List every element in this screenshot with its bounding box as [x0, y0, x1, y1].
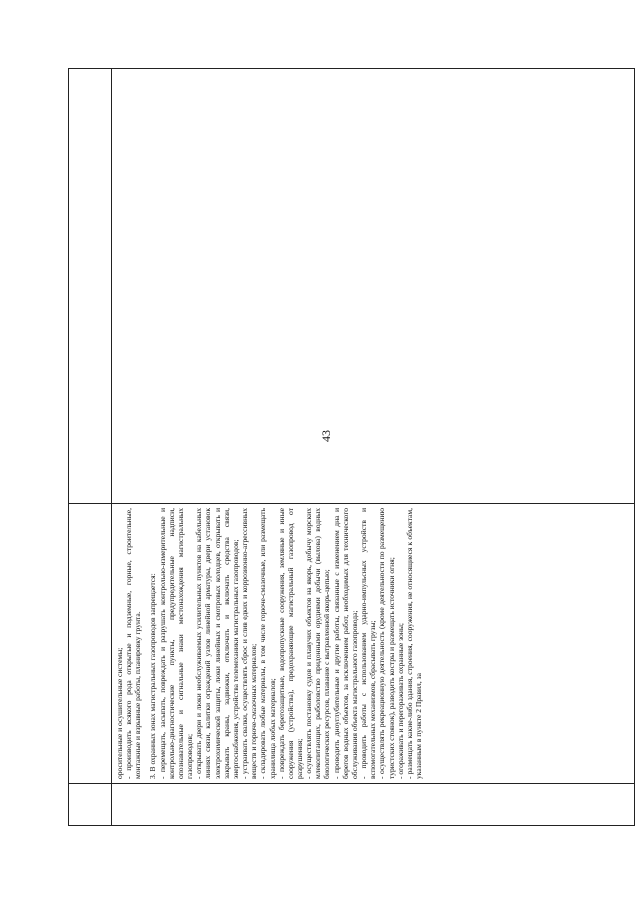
text-paragraph: - осуществлять постановку судов и плавучих объектов на якорь, добычу морских млекопитающих, рыболовство придонными орудиями добычи (вылова) водных биологических ресурсов, плавание с вытравленной якорь-цепью;	[304, 508, 332, 779]
table-row-top	[69, 69, 111, 825]
text-paragraph: - производить всякого рода открытые и подземные, горные, строительные, монтажные и взрывные работы, планировку грунта.	[124, 508, 143, 779]
text-paragraph: оросительные и осушительные системы;	[115, 647, 124, 779]
text-paragraph: - устраивать свалки, осуществлять сброс и слив едких и коррозионно-агрессивных веществ и горюче-смазочных материалов;	[240, 508, 259, 779]
text-paragraph: - повреждать берегозащитные, водопропускные сооружения, земляные и иные сооружения (устройства), предохраняющие магистральный газопровод от разрушения;	[276, 508, 304, 779]
table-cell-blank	[69, 783, 111, 825]
restrictions-table	[68, 68, 635, 826]
text-paragraph: - складировать любые материалы, в том числе горюче-смазочные, или размещать хранилища любых материалов;	[258, 508, 277, 779]
text-paragraph: 3. В охранных зонах магистральных газопроводов запрещается:	[148, 573, 158, 779]
restrictions-text-cell	[112, 503, 634, 783]
text-paragraph: - перемещать, засыпать, повреждать и разрушать контрольно-измерительные и контрольно-диагностические пункты, предупредительные надписи, опознавательные и сигнальные знаки местонахождения магистральных газопроводов;	[157, 508, 195, 779]
text-paragraph: - размещать какие-либо здания, строения, сооружения, не относящиеся к объектам, указанным в пункте 2 Правил, за	[404, 508, 423, 779]
text-paragraph: - осуществлять рекреационную деятельность (кроме деятельности по размещению туристских стоянок), разводить костры и размещать источники огня;	[377, 508, 396, 779]
table-cell-blank	[112, 783, 634, 825]
table-cell-blank	[69, 503, 111, 783]
text-paragraph: - проводить дноуглубительные и другие работы, связанные с изменением дна и берегов водных объектов, за исключением работ, необходимых для технического обслуживания объекта магистрального газопровода;	[331, 508, 359, 779]
rotated-table-wrapper	[68, 68, 635, 826]
text-paragraph: - открывать двери и люки необслуживаемых усилительных пунктов на кабельных линиях связи, калитки ограждений узлов линейной арматуры, двери установок электрохимической защиты, люки линейных и смотровых колодцев, открывать и закрывать краны, задвижки, отключать и включать средства связи, энергоснабжения, устройства телемеханики магистральных газопроводов;	[194, 508, 240, 779]
table-cell-blank	[112, 69, 634, 503]
page-number: 43	[319, 430, 333, 442]
table-cell-blank	[69, 69, 111, 503]
text-paragraph: - огораживать и перегораживать охранные зоны;	[395, 623, 405, 779]
text-paragraph: - проводить работы с использованием ударно-импульсных устройств и вспомогательных механизмов, сбрасывать грузы;	[359, 508, 378, 779]
table-row-main	[111, 69, 634, 825]
